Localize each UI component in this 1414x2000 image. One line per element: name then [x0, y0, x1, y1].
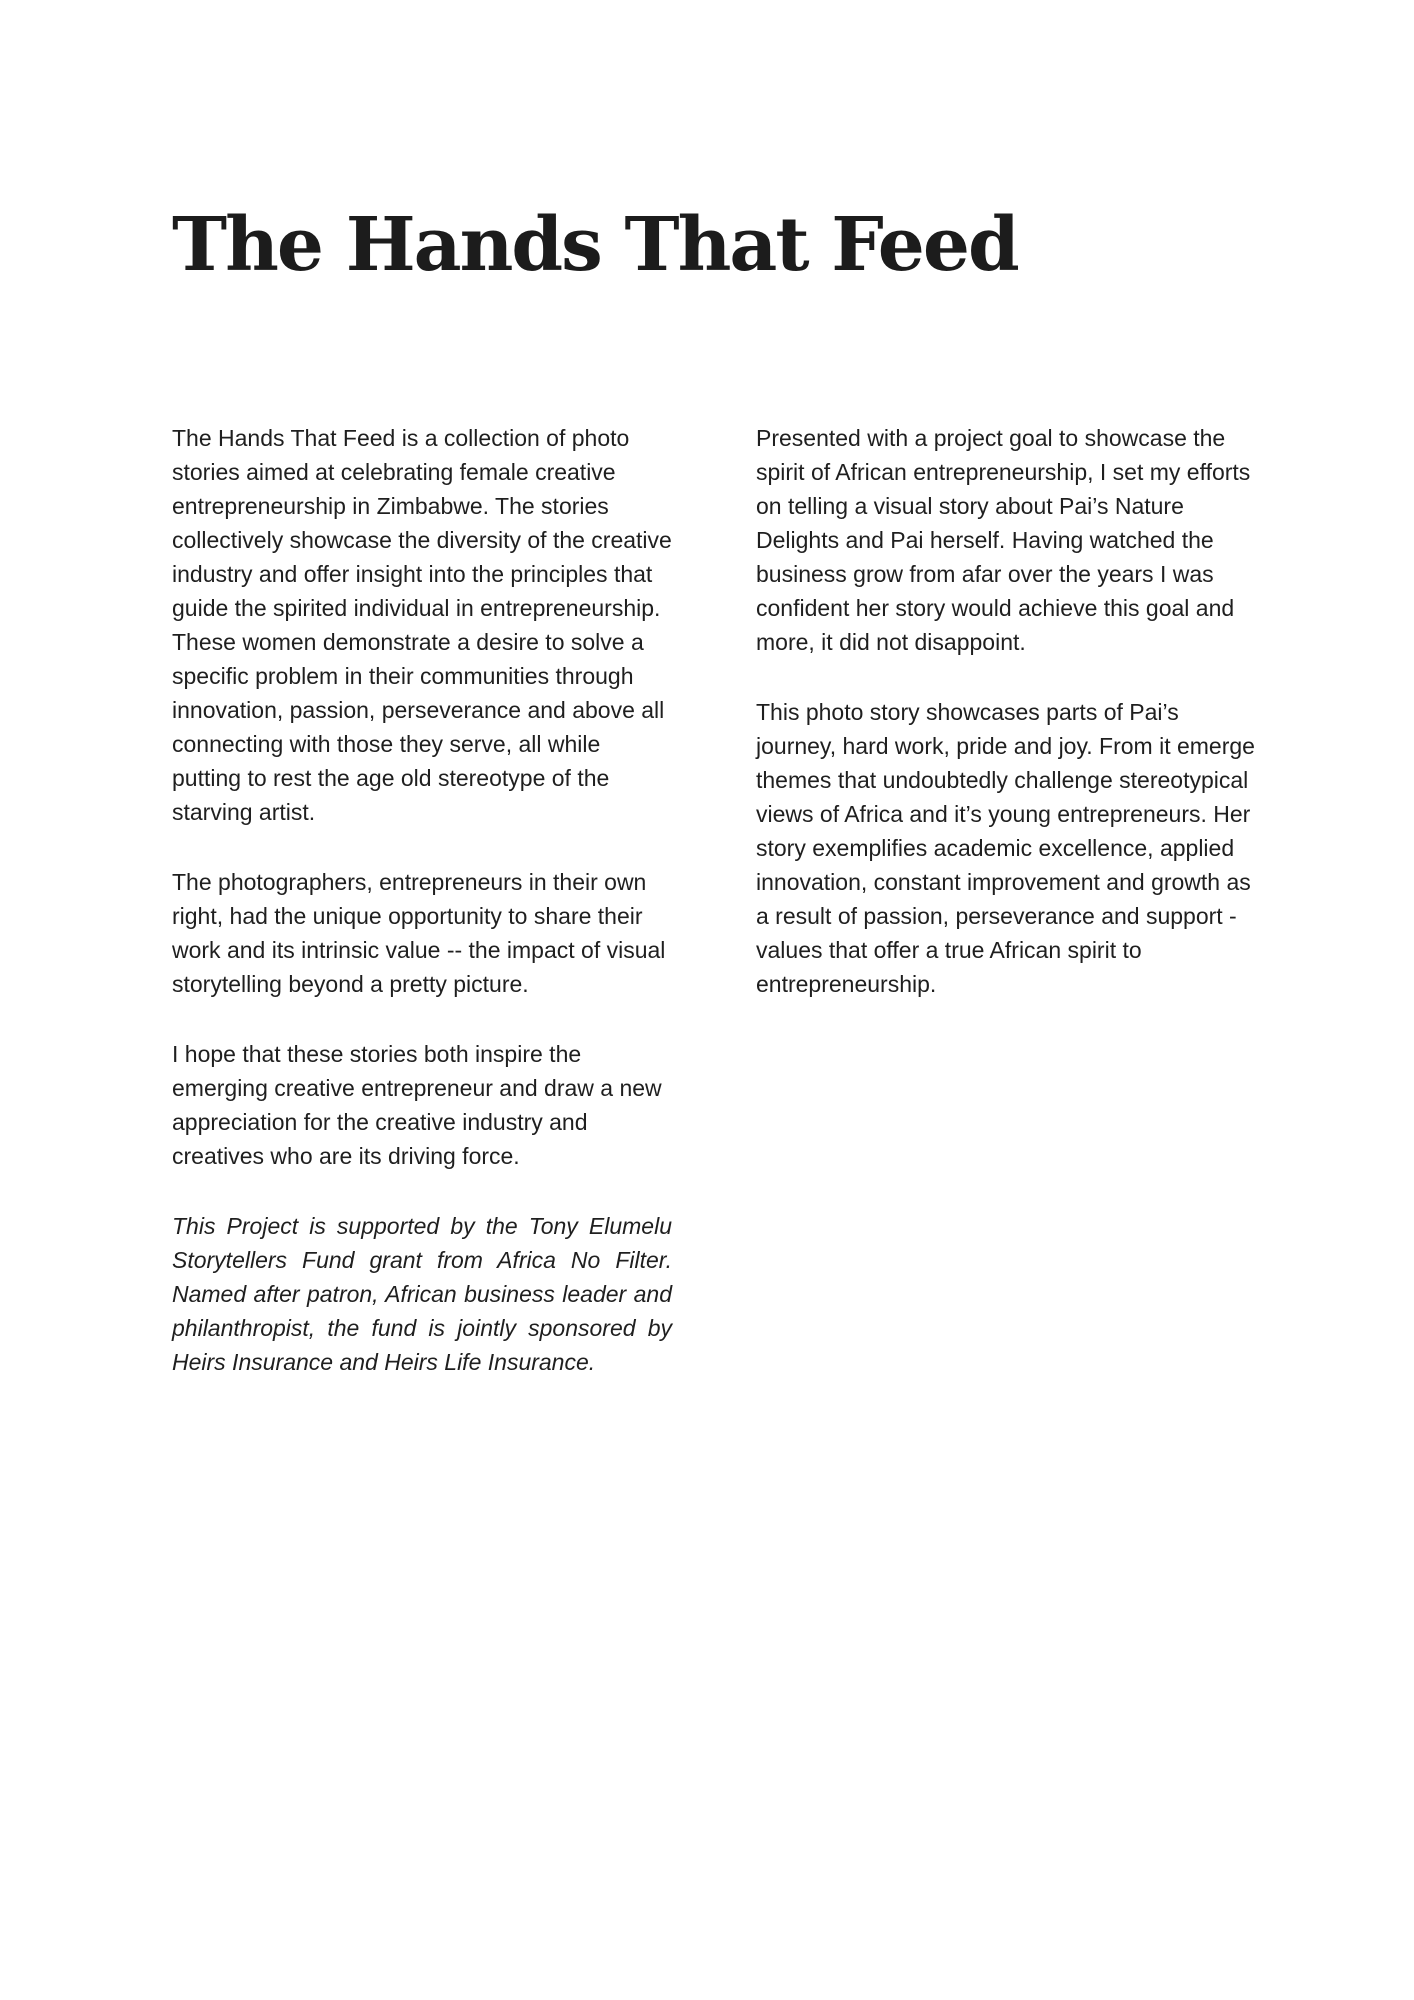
photographers-paragraph: The photographers, entrepreneurs in their own right, had the unique opportunity to share their work and its intrinsic value -- the impact of visual storytelling beyond a pretty picture. — [172, 869, 666, 997]
right-column — [756, 421, 1258, 1037]
left-column — [172, 421, 672, 1415]
photo-story-paragraph: This photo story showcases parts of Pai’s journey, hard work, pride and joy. From it emerge themes that undoubtedly challenge stereotypical views of Africa and it’s young entrepreneurs. Her story exemplifies academic excellence, applied innovation, constant improvement and growth as a result of passion, perseverance and support - values that offer a true African spirit to entrepreneurship. — [756, 699, 1255, 997]
project-goal-paragraph: Presented with a project goal to showcase the spirit of African entrepreneurship, I set my efforts on telling a visual story about Pai’s Nature Delights and Pai herself. Having watched the business grow from afar over the years I was confident her story would achieve this goal and more, it did not disappoint. — [756, 425, 1251, 655]
hope-paragraph: I hope that these stories both inspire the emerging creative entrepreneur and draw a new appreciation for the creative industry and creatives who are its driving force. — [172, 1041, 662, 1169]
intro-paragraph: The Hands That Feed is a collection of photo stories aimed at celebrating female creative entrepreneurship in Zimbabwe. The stories collectively showcase the diversity of the creative industry and offer insight into the principles that guide the spirited individual in entrepreneurship. These women demonstrate a desire to solve a specific problem in their communities through innovation, passion, perseverance and above all connecting with those they serve, all while putting to rest the age old stereotype of the starving artist. — [172, 425, 672, 825]
page-title: The Hands That Feed — [172, 202, 1018, 288]
support-note: This Project is supported by the Tony Elumelu Storytellers Fund grant from Africa No Filter. Named after patron, African business leader and philanthropist, the fund is jointly sponsored by Heirs Insurance and Heirs Life Insurance. — [172, 1213, 672, 1375]
